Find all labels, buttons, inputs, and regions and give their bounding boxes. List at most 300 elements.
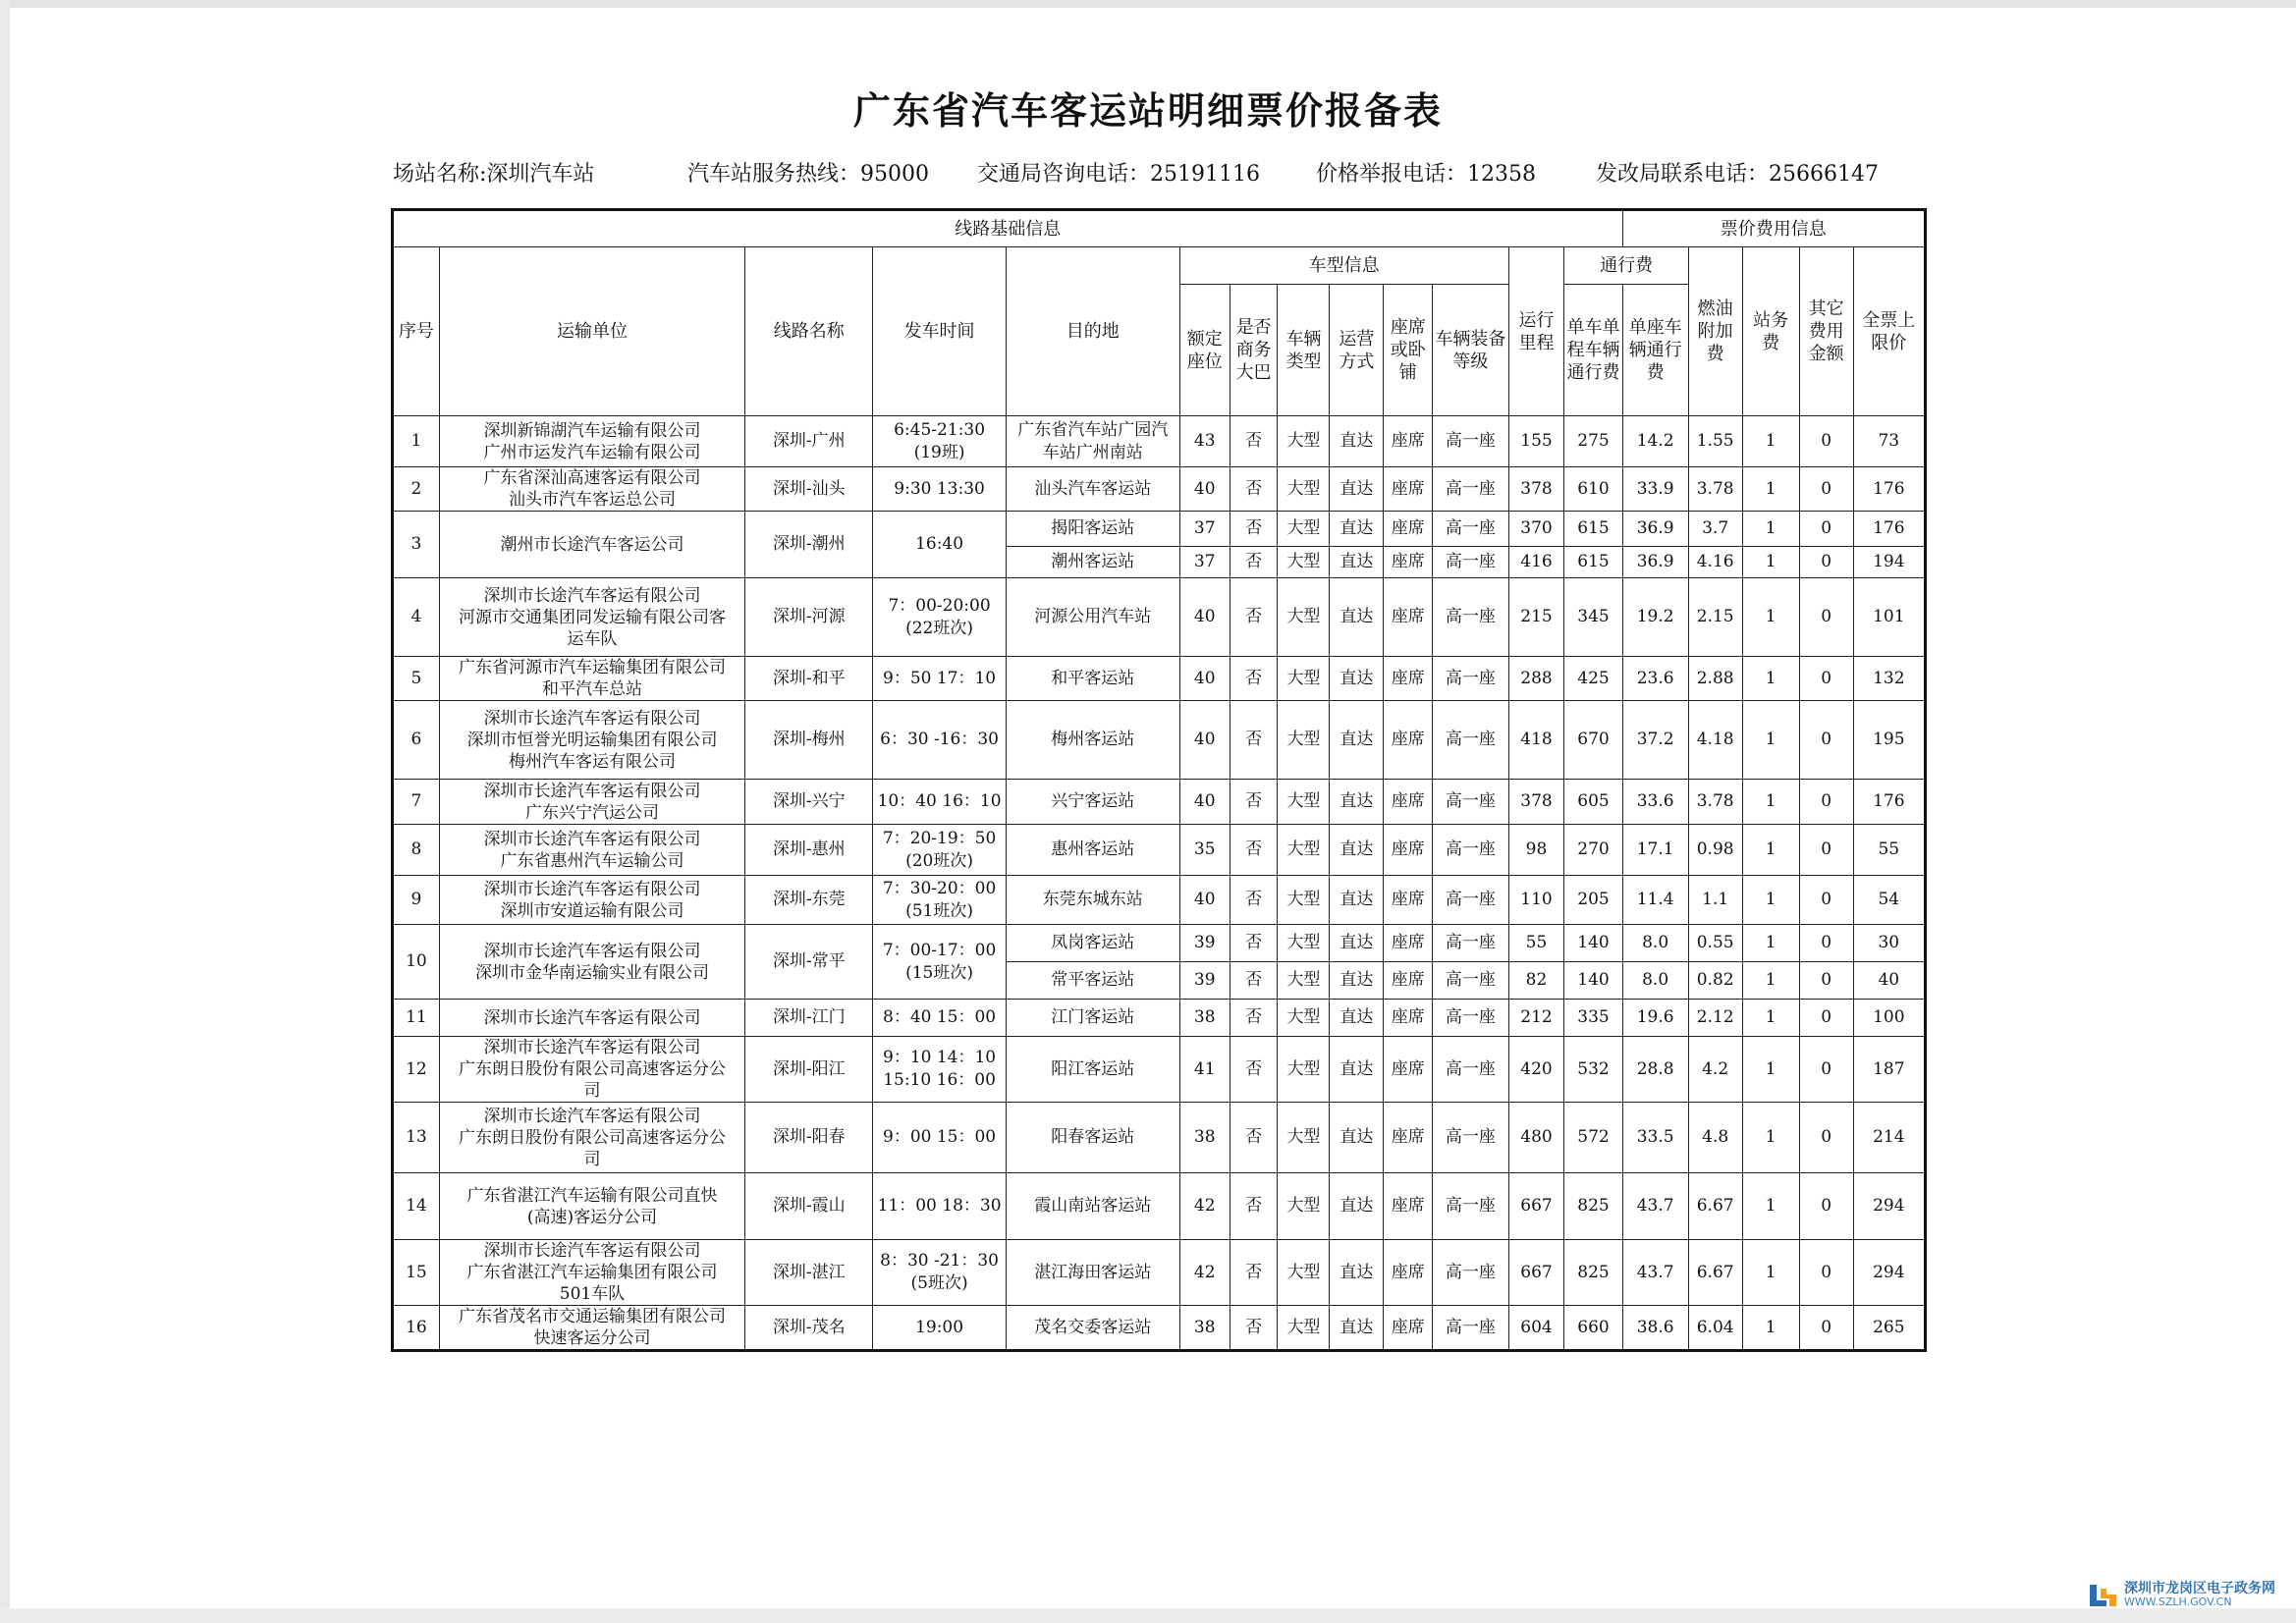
carrier-cell-line: 广东兴宁汽运公司 <box>524 802 659 823</box>
other-fee-cell: 0 <box>1799 416 1853 467</box>
toll-vehicle-cell: 205 <box>1564 876 1622 925</box>
station-fee-cell: 1 <box>1742 780 1799 825</box>
business-bus-cell: 否 <box>1230 416 1278 467</box>
price-cap-cell: 176 <box>1853 512 1925 547</box>
other-fee-cell: 0 <box>1799 825 1853 876</box>
mileage-cell: 212 <box>1508 1000 1564 1037</box>
seat-or-berth-cell: 座席 <box>1384 467 1433 512</box>
price-cap-cell: 30 <box>1853 925 1925 962</box>
vehicle-grade-cell: 高一座 <box>1433 1103 1508 1173</box>
fuel-cell: 4.2 <box>1688 1037 1742 1103</box>
carrier-cell-line: 深圳市长途汽车客运有限公司 <box>483 781 701 801</box>
departure-cell <box>873 657 1006 701</box>
table-body <box>393 416 1926 1351</box>
vehicle-type-cell: 大型 <box>1278 780 1330 825</box>
seat-or-berth-cell: 座席 <box>1384 578 1433 657</box>
col-business-bus: 是否商务大巴 <box>1230 285 1278 416</box>
seat-or-berth-cell: 座席 <box>1384 1103 1433 1173</box>
table-row <box>393 780 1926 825</box>
business-bus-cell: 否 <box>1230 962 1278 1000</box>
seat-or-berth-cell: 座席 <box>1384 512 1433 547</box>
traffic-bureau-phone: 交通局咨询电话：25191116 <box>977 162 1260 187</box>
mileage-cell: 667 <box>1508 1240 1564 1306</box>
seat-or-berth-cell: 座席 <box>1384 657 1433 701</box>
toll-seat-cell: 8.0 <box>1622 962 1688 1000</box>
carrier-cell-line: 河源市交通集团同发运输有限公司客 <box>458 607 726 627</box>
carrier-cell <box>439 780 744 825</box>
business-bus-cell: 否 <box>1230 825 1278 876</box>
operation-mode-cell: 直达 <box>1330 1240 1384 1306</box>
price-cap-cell: 176 <box>1853 467 1925 512</box>
route-cell: 深圳-阳春 <box>745 1103 873 1173</box>
departure-cell-line: 15:10 16：00 <box>883 1070 996 1090</box>
departure-cell-line: (5班次) <box>910 1273 968 1293</box>
carrier-cell-line: 快速客运分公司 <box>533 1328 651 1348</box>
route-cell: 深圳-惠州 <box>745 825 873 876</box>
mileage-cell: 378 <box>1508 467 1564 512</box>
fuel-cell: 1.55 <box>1688 416 1742 467</box>
departure-cell-line: (22班次) <box>905 618 974 638</box>
operation-mode-cell: 直达 <box>1330 416 1384 467</box>
route-cell: 深圳-湛江 <box>745 1240 873 1306</box>
carrier-cell-line: 广东省惠州汽车运输公司 <box>500 850 684 871</box>
mileage-cell: 98 <box>1508 825 1564 876</box>
fuel-cell: 6.67 <box>1688 1173 1742 1240</box>
operation-mode-cell: 直达 <box>1330 1103 1384 1173</box>
business-bus-cell: 否 <box>1230 876 1278 925</box>
departure-cell-line: 10：40 16：10 <box>877 791 1002 811</box>
destination-cell-line: 常平客运站 <box>1051 970 1135 990</box>
carrier-cell <box>439 416 744 467</box>
station-fee-cell: 1 <box>1742 1000 1799 1037</box>
carrier-cell-line: 深圳市长途汽车客运有限公司 <box>483 708 701 729</box>
seat-or-berth-cell: 座席 <box>1384 925 1433 962</box>
fuel-cell: 3.78 <box>1688 780 1742 825</box>
seats-cell: 37 <box>1179 547 1230 578</box>
other-fee-cell: 0 <box>1799 578 1853 657</box>
toll-vehicle-cell: 615 <box>1564 547 1622 578</box>
vehicle-grade-cell: 高一座 <box>1433 547 1508 578</box>
col-fuel: 燃油附加费 <box>1688 247 1742 416</box>
price-cap-cell: 55 <box>1853 825 1925 876</box>
carrier-cell-line: 深圳市长途汽车客运有限公司 <box>483 941 701 961</box>
fuel-cell: 6.67 <box>1688 1240 1742 1306</box>
carrier-cell <box>439 925 744 1000</box>
col-station-fee: 站务费 <box>1742 247 1799 416</box>
vehicle-type-cell: 大型 <box>1278 657 1330 701</box>
other-fee-cell: 0 <box>1799 1173 1853 1240</box>
table-row <box>393 825 1926 876</box>
departure-cell-line: 19:00 <box>915 1317 964 1337</box>
logo-name: 深圳市龙岗区电子政务网 <box>2124 1581 2275 1596</box>
toll-seat-cell: 43.7 <box>1622 1173 1688 1240</box>
vehicle-grade-cell: 高一座 <box>1433 962 1508 1000</box>
other-fee-cell: 0 <box>1799 876 1853 925</box>
carrier-cell-line: 深圳市安道运输有限公司 <box>500 900 684 921</box>
departure-cell-line: (15班次) <box>905 962 974 983</box>
table-row <box>393 578 1926 657</box>
destination-cell-line: 广东省汽车站广园汽 <box>1017 419 1169 440</box>
vehicle-type-cell: 大型 <box>1278 578 1330 657</box>
departure-cell <box>873 1240 1006 1306</box>
price-cap-cell: 195 <box>1853 701 1925 780</box>
destination-cell-line: 兴宁客运站 <box>1051 791 1135 811</box>
price-cap-cell: 40 <box>1853 962 1925 1000</box>
departure-cell-line: 7：00-20:00 <box>888 595 991 616</box>
col-other-fee: 其它费用金额 <box>1799 247 1853 416</box>
vehicle-type-cell: 大型 <box>1278 876 1330 925</box>
seat-or-berth-cell: 座席 <box>1384 1000 1433 1037</box>
station-fee-cell: 1 <box>1742 467 1799 512</box>
fuel-cell: 3.7 <box>1688 512 1742 547</box>
route-cell: 深圳-潮州 <box>745 512 873 578</box>
table-row <box>393 1103 1926 1173</box>
destination-cell <box>1006 780 1179 825</box>
seq-cell: 6 <box>393 701 440 780</box>
destination-cell <box>1006 547 1179 578</box>
table-row <box>393 1000 1926 1037</box>
carrier-cell-line: 深圳市长途汽车客运有限公司 <box>483 1007 701 1028</box>
operation-mode-cell: 直达 <box>1330 962 1384 1000</box>
station-fee-cell: 1 <box>1742 876 1799 925</box>
toll-vehicle-cell: 660 <box>1564 1306 1622 1351</box>
operation-mode-cell: 直达 <box>1330 876 1384 925</box>
carrier-cell-line: 潮州市长途汽车客运公司 <box>500 534 684 555</box>
table-header <box>393 210 1926 416</box>
departure-cell <box>873 925 1006 1000</box>
operation-mode-cell: 直达 <box>1330 547 1384 578</box>
other-fee-cell: 0 <box>1799 1000 1853 1037</box>
station-fee-cell: 1 <box>1742 701 1799 780</box>
destination-cell-line: 霞山南站客运站 <box>1034 1196 1152 1216</box>
destination-cell-line: 阳春客运站 <box>1051 1127 1135 1147</box>
destination-cell-line: 东莞东城东站 <box>1042 890 1143 909</box>
mileage-cell: 55 <box>1508 925 1564 962</box>
logo-url: WWW.SZLH.GOV.CN <box>2124 1596 2232 1608</box>
toll-vehicle-cell: 825 <box>1564 1173 1622 1240</box>
table-row <box>393 925 1926 962</box>
destination-cell-line: 河源公用汽车站 <box>1034 607 1152 626</box>
route-cell: 深圳-广州 <box>745 416 873 467</box>
carrier-cell-line: 和平汽车总站 <box>541 679 642 699</box>
seq-cell: 15 <box>393 1240 440 1306</box>
departure-cell-line: (20班次) <box>905 850 974 871</box>
table-row <box>393 1240 1926 1306</box>
carrier-cell <box>439 578 744 657</box>
vehicle-type-cell: 大型 <box>1278 547 1330 578</box>
toll-vehicle-cell: 140 <box>1564 925 1622 962</box>
carrier-cell <box>439 701 744 780</box>
departure-cell <box>873 416 1006 467</box>
page-title: 广东省汽车客运站明细票价报备表 <box>852 89 1443 133</box>
carrier-cell-line: 广州市运发汽车运输有限公司 <box>483 442 701 462</box>
group-vehicle-info: 车型信息 <box>1179 247 1508 285</box>
carrier-cell-line: 深圳市长途汽车客运有限公司 <box>483 879 701 899</box>
seq-cell: 10 <box>393 925 440 1000</box>
col-mileage: 运行里程 <box>1508 247 1564 416</box>
vehicle-grade-cell: 高一座 <box>1433 657 1508 701</box>
scan-edge-left <box>0 0 10 1623</box>
departure-cell-line: 7：30-20：00 <box>882 878 997 898</box>
group-fare-info: 票价费用信息 <box>1622 210 1925 247</box>
departure-cell-line: 9：50 17：10 <box>883 668 997 688</box>
fuel-cell: 0.98 <box>1688 825 1742 876</box>
vehicle-grade-cell: 高一座 <box>1433 876 1508 925</box>
seq-cell: 8 <box>393 825 440 876</box>
mileage-cell: 155 <box>1508 416 1564 467</box>
business-bus-cell: 否 <box>1230 467 1278 512</box>
price-report-phone: 价格举报电话：12358 <box>1316 162 1536 187</box>
business-bus-cell: 否 <box>1230 1240 1278 1306</box>
seat-or-berth-cell: 座席 <box>1384 1173 1433 1240</box>
station-fee-cell: 1 <box>1742 416 1799 467</box>
toll-vehicle-cell: 605 <box>1564 780 1622 825</box>
carrier-cell-line: 501车队 <box>559 1284 626 1304</box>
carrier-cell-line: 深圳市长途汽车客运有限公司 <box>483 585 701 606</box>
toll-seat-cell: 36.9 <box>1622 512 1688 547</box>
toll-vehicle-cell: 425 <box>1564 657 1622 701</box>
price-cap-cell: 214 <box>1853 1103 1925 1173</box>
station-name: 场站名称:深圳汽车站 <box>393 162 595 187</box>
toll-vehicle-cell: 572 <box>1564 1103 1622 1173</box>
vehicle-type-cell: 大型 <box>1278 1173 1330 1240</box>
route-cell: 深圳-和平 <box>745 657 873 701</box>
scan-edge-top <box>0 0 2296 8</box>
fuel-cell: 4.18 <box>1688 701 1742 780</box>
destination-cell <box>1006 578 1179 657</box>
seat-or-berth-cell: 座席 <box>1384 1037 1433 1103</box>
vehicle-grade-cell: 高一座 <box>1433 701 1508 780</box>
operation-mode-cell: 直达 <box>1330 780 1384 825</box>
mileage-cell: 667 <box>1508 1173 1564 1240</box>
fuel-cell: 2.88 <box>1688 657 1742 701</box>
departure-cell-line: 9：10 14：10 <box>883 1048 997 1067</box>
vehicle-type-cell: 大型 <box>1278 1000 1330 1037</box>
seats-cell: 43 <box>1179 416 1230 467</box>
table-row <box>393 876 1926 925</box>
group-toll: 通行费 <box>1564 247 1688 285</box>
footer-logo[interactable] <box>2087 1583 2293 1608</box>
departure-cell-line: 16:40 <box>915 534 964 554</box>
scan-edge-bottom <box>0 1608 2296 1623</box>
station-fee-cell: 1 <box>1742 1306 1799 1351</box>
fuel-cell: 4.8 <box>1688 1103 1742 1173</box>
carrier-cell <box>439 1306 744 1351</box>
col-route: 线路名称 <box>745 247 873 416</box>
business-bus-cell: 否 <box>1230 925 1278 962</box>
col-price-cap: 全票上限价 <box>1853 247 1925 416</box>
business-bus-cell: 否 <box>1230 512 1278 547</box>
destination-cell <box>1006 416 1179 467</box>
vehicle-grade-cell: 高一座 <box>1433 1240 1508 1306</box>
route-cell: 深圳-常平 <box>745 925 873 1000</box>
departure-cell <box>873 1173 1006 1240</box>
col-seat-or-berth: 座席或卧铺 <box>1384 285 1433 416</box>
seq-cell: 14 <box>393 1173 440 1240</box>
toll-vehicle-cell: 825 <box>1564 1240 1622 1306</box>
vehicle-type-cell: 大型 <box>1278 416 1330 467</box>
destination-cell-line: 揭阳客运站 <box>1051 518 1135 538</box>
destination-cell-line: 茂名交委客运站 <box>1034 1317 1152 1337</box>
toll-seat-cell: 33.9 <box>1622 467 1688 512</box>
vehicle-type-cell: 大型 <box>1278 1103 1330 1173</box>
station-fee-cell: 1 <box>1742 825 1799 876</box>
carrier-cell <box>439 1103 744 1173</box>
destination-cell-line: 湛江海田客运站 <box>1034 1262 1152 1282</box>
departure-cell <box>873 876 1006 925</box>
other-fee-cell: 0 <box>1799 962 1853 1000</box>
toll-seat-cell: 17.1 <box>1622 825 1688 876</box>
price-cap-cell: 132 <box>1853 657 1925 701</box>
price-cap-cell: 294 <box>1853 1173 1925 1240</box>
seats-cell: 42 <box>1179 1240 1230 1306</box>
operation-mode-cell: 直达 <box>1330 925 1384 962</box>
seats-cell: 35 <box>1179 825 1230 876</box>
carrier-cell-line: 广东省河源市汽车运输集团有限公司 <box>458 658 726 677</box>
operation-mode-cell: 直达 <box>1330 512 1384 547</box>
business-bus-cell: 否 <box>1230 578 1278 657</box>
seat-or-berth-cell: 座席 <box>1384 876 1433 925</box>
destination-cell <box>1006 467 1179 512</box>
carrier-cell-line: 深圳市恒誉光明运输集团有限公司 <box>466 730 718 750</box>
mileage-cell: 288 <box>1508 657 1564 701</box>
price-cap-cell: 100 <box>1853 1000 1925 1037</box>
departure-cell <box>873 1306 1006 1351</box>
route-cell: 深圳-阳江 <box>745 1037 873 1103</box>
vehicle-grade-cell: 高一座 <box>1433 1306 1508 1351</box>
vehicle-grade-cell: 高一座 <box>1433 416 1508 467</box>
other-fee-cell: 0 <box>1799 657 1853 701</box>
business-bus-cell: 否 <box>1230 780 1278 825</box>
seats-cell: 40 <box>1179 467 1230 512</box>
destination-cell-line: 梅州客运站 <box>1051 730 1135 749</box>
departure-cell <box>873 701 1006 780</box>
group-route-info: 线路基础信息 <box>393 210 1623 247</box>
seq-cell: 2 <box>393 467 440 512</box>
station-fee-cell: 1 <box>1742 657 1799 701</box>
other-fee-cell: 0 <box>1799 780 1853 825</box>
seats-cell: 40 <box>1179 657 1230 701</box>
departure-cell-line: (51班次) <box>905 900 974 921</box>
price-cap-cell: 54 <box>1853 876 1925 925</box>
carrier-cell-line: 深圳市金华南运输实业有限公司 <box>474 962 709 983</box>
price-cap-cell: 176 <box>1853 780 1925 825</box>
toll-seat-cell: 14.2 <box>1622 416 1688 467</box>
seats-cell: 38 <box>1179 1306 1230 1351</box>
col-vehicle-type: 车辆类型 <box>1278 285 1330 416</box>
carrier-cell-line: 深圳市长途汽车客运有限公司 <box>483 1241 701 1261</box>
toll-seat-cell: 33.5 <box>1622 1103 1688 1173</box>
carrier-cell <box>439 1173 744 1240</box>
carrier-cell-line: 汕头市汽车客运总公司 <box>508 490 676 510</box>
operation-mode-cell: 直达 <box>1330 467 1384 512</box>
seats-cell: 38 <box>1179 1000 1230 1037</box>
carrier-cell-line: 梅州汽车客运有限公司 <box>508 751 676 772</box>
fare-table <box>391 208 1927 1352</box>
mileage-cell: 480 <box>1508 1103 1564 1173</box>
departure-cell <box>873 512 1006 578</box>
route-cell: 深圳-梅州 <box>745 701 873 780</box>
vehicle-type-cell: 大型 <box>1278 962 1330 1000</box>
col-toll-vehicle: 单车单程车辆通行费 <box>1564 285 1622 416</box>
departure-cell-line: 9:30 13:30 <box>894 478 985 499</box>
station-fee-cell: 1 <box>1742 1103 1799 1173</box>
seats-cell: 40 <box>1179 780 1230 825</box>
carrier-cell-line: 深圳市长途汽车客运有限公司 <box>483 829 701 849</box>
vehicle-grade-cell: 高一座 <box>1433 780 1508 825</box>
destination-cell-line: 惠州客运站 <box>1051 839 1135 859</box>
seat-or-berth-cell: 座席 <box>1384 416 1433 467</box>
mileage-cell: 420 <box>1508 1037 1564 1103</box>
destination-cell <box>1006 876 1179 925</box>
business-bus-cell: 否 <box>1230 1173 1278 1240</box>
col-carrier: 运输单位 <box>439 247 744 416</box>
vehicle-grade-cell: 高一座 <box>1433 825 1508 876</box>
carrier-cell <box>439 512 744 578</box>
fuel-cell: 0.82 <box>1688 962 1742 1000</box>
destination-cell-line: 阳江客运站 <box>1051 1058 1135 1079</box>
destination-cell-line: 和平客运站 <box>1051 668 1135 688</box>
operation-mode-cell: 直达 <box>1330 1037 1384 1103</box>
seq-cell: 3 <box>393 512 440 578</box>
departure-cell-line: 8：30 -21：30 <box>880 1251 999 1271</box>
destination-cell-line: 汕头汽车客运站 <box>1034 478 1152 499</box>
business-bus-cell: 否 <box>1230 1037 1278 1103</box>
vehicle-type-cell: 大型 <box>1278 1240 1330 1306</box>
vehicle-grade-cell: 高一座 <box>1433 578 1508 657</box>
route-cell: 深圳-东莞 <box>745 876 873 925</box>
destination-cell <box>1006 1306 1179 1351</box>
business-bus-cell: 否 <box>1230 701 1278 780</box>
station-fee-cell: 1 <box>1742 1037 1799 1103</box>
toll-vehicle-cell: 335 <box>1564 1000 1622 1037</box>
vehicle-type-cell: 大型 <box>1278 1037 1330 1103</box>
vehicle-type-cell: 大型 <box>1278 467 1330 512</box>
operation-mode-cell: 直达 <box>1330 657 1384 701</box>
operation-mode-cell: 直达 <box>1330 825 1384 876</box>
carrier-cell-line: 运车队 <box>567 628 618 649</box>
toll-seat-cell: 28.8 <box>1622 1037 1688 1103</box>
vehicle-type-cell: 大型 <box>1278 512 1330 547</box>
fuel-cell: 0.55 <box>1688 925 1742 962</box>
fuel-cell: 4.16 <box>1688 547 1742 578</box>
table-row <box>393 467 1926 512</box>
price-cap-cell: 194 <box>1853 547 1925 578</box>
carrier-cell <box>439 1240 744 1306</box>
route-cell: 深圳-河源 <box>745 578 873 657</box>
business-bus-cell: 否 <box>1230 1103 1278 1173</box>
operation-mode-cell: 直达 <box>1330 578 1384 657</box>
seats-cell: 40 <box>1179 876 1230 925</box>
carrier-cell <box>439 467 744 512</box>
station-fee-cell: 1 <box>1742 962 1799 1000</box>
route-cell: 深圳-茂名 <box>745 1306 873 1351</box>
carrier-cell-line: 司 <box>583 1149 601 1169</box>
destination-cell <box>1006 657 1179 701</box>
business-bus-cell: 否 <box>1230 547 1278 578</box>
table-row <box>393 657 1926 701</box>
departure-cell-line: 7：00-17：00 <box>882 940 997 960</box>
vehicle-grade-cell: 高一座 <box>1433 1037 1508 1103</box>
mileage-cell: 416 <box>1508 547 1564 578</box>
seq-cell: 12 <box>393 1037 440 1103</box>
departure-cell-line: 9：00 15：00 <box>883 1127 997 1147</box>
carrier-cell <box>439 657 744 701</box>
station-fee-cell: 1 <box>1742 578 1799 657</box>
col-operation-mode: 运营方式 <box>1330 285 1384 416</box>
fuel-cell: 6.04 <box>1688 1306 1742 1351</box>
carrier-cell-line: 广东省湛江汽车运输集团有限公司 <box>466 1263 718 1282</box>
